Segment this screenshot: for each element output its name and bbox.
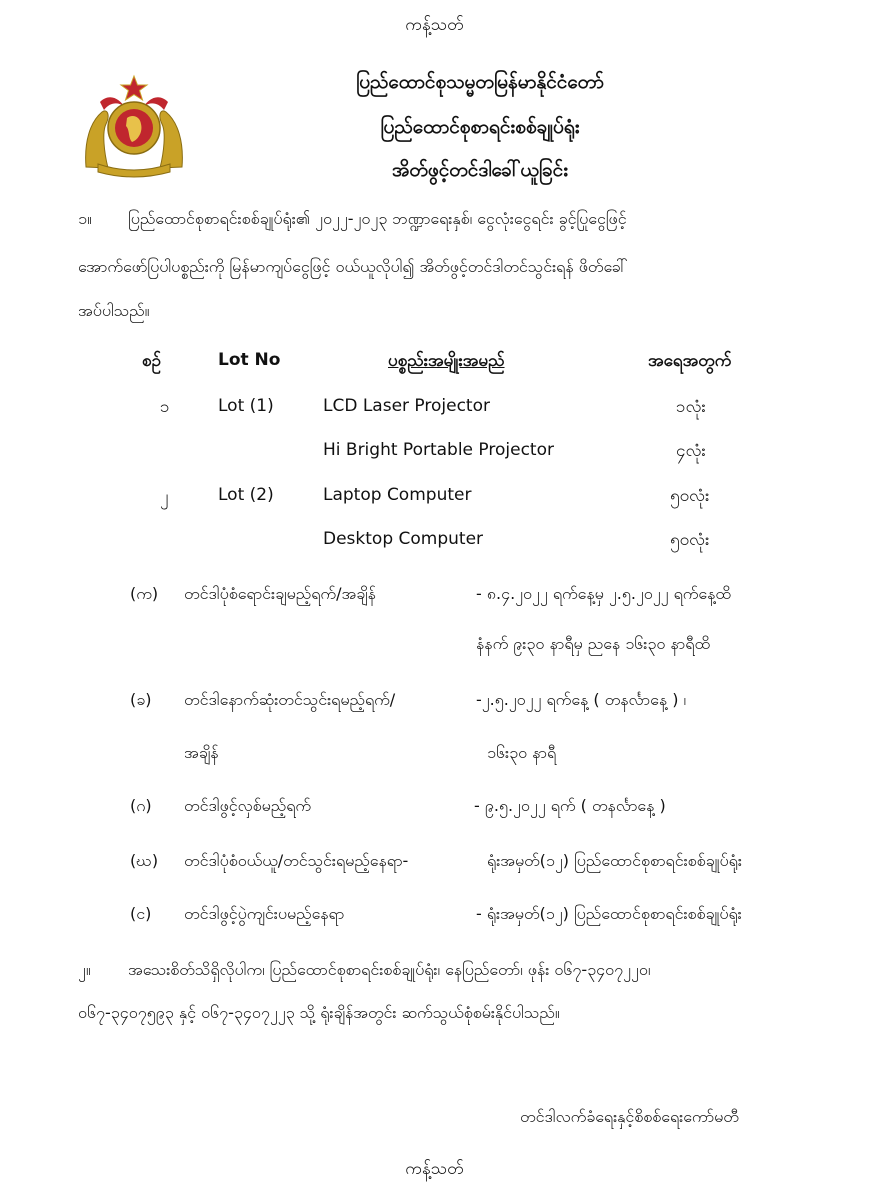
row-item: Desktop Computer — [323, 529, 484, 549]
table-header-no: စဉ် — [142, 351, 161, 371]
table-header-item: ပစ္စည်းအမျိုးအမည် — [388, 351, 505, 371]
contact-line-1: အသေးစိတ်သိရှိလိုပါက၊ ပြည်ထောင်စုစာရင်းစစ်ချုပ်ရုံး၊ နေပြည်တော်၊ ဖုန်း ၀၆၇-၃၄၀၇၂၂၀၊ — [128, 960, 651, 979]
schedule-desc: တင်ဒါပုံစံဝယ်ယူ/တင်သွင်းရမည့်နေရာ- — [184, 851, 409, 870]
row-no: ၂ — [160, 487, 169, 507]
header-classification: ကန့်သတ် — [405, 15, 464, 35]
schedule-value-2: နံနက် ၉း၃၀ နာရီမှ ညနေ ၁၆း၃၀ နာရီထိ — [476, 634, 710, 653]
schedule-label: (ဃ) — [130, 851, 159, 870]
row-qty: ၁လုံး — [676, 397, 706, 417]
schedule-value: ရုံးအမှတ်(၁၂) ပြည်ထောင်စုစာရင်းစစ်ချုပ်ရုံး — [487, 851, 742, 870]
intro-number: ၁။ — [78, 209, 92, 228]
title-country: ပြည်ထောင်စုသမ္မတမြန်မာနိုင်ငံတော် — [356, 71, 604, 93]
table-header-lot: Lot No — [218, 350, 281, 370]
row-qty: ၄လုံး — [676, 441, 706, 461]
title-office: ပြည်ထောင်စုစာရင်းစစ်ချုပ်ရုံး — [380, 116, 580, 138]
schedule-label: (ဂ) — [130, 796, 152, 815]
state-emblem-icon — [80, 72, 188, 180]
schedule-value-2: ၁၆း၃၀ နာရီ — [487, 743, 557, 762]
schedule-label: (င) — [130, 904, 152, 923]
footer-classification: ကန့်သတ် — [405, 1159, 464, 1179]
schedule-label: (က) — [130, 584, 159, 603]
intro-line-3: အပ်ပါသည်။ — [78, 301, 150, 320]
committee-signature: တင်ဒါလက်ခံရေးနှင့်စိစစ်ရေးကော်မတီ — [520, 1107, 739, 1126]
schedule-value: - ၉.၅.၂၀၂၂ ရက် ( တနင်္လာနေ့ ) — [474, 796, 666, 815]
table-header-qty: အရေအတွက် — [648, 351, 732, 371]
schedule-desc: တင်ဒါနောက်ဆုံးတင်သွင်းရမည့်ရက်/ — [184, 690, 396, 709]
row-item: Laptop Computer — [323, 485, 472, 505]
contact-number: ၂။ — [78, 960, 91, 979]
row-qty: ၅၀လုံး — [670, 530, 710, 550]
row-item: Hi Bright Portable Projector — [323, 440, 554, 460]
row-lot: Lot (1) — [218, 396, 274, 416]
contact-line-2: ၀၆၇-၃၄၀၇၅၉၃ နှင့် ၀၆၇-၃၄၀၇၂၂၃ သို့ ရုံးချိန်အတွင်း ဆက်သွယ်စုံစမ်းနိုင်ပါသည်။ — [78, 1003, 560, 1022]
row-no: ၁ — [160, 397, 170, 417]
row-item: LCD Laser Projector — [323, 396, 490, 416]
row-qty: ၅၀လုံး — [670, 486, 710, 506]
schedule-value: - ရုံးအမှတ်(၁၂) ပြည်ထောင်စုစာရင်းစစ်ချုပ်ရုံး — [476, 904, 742, 923]
intro-line-1: ပြည်ထောင်စုစာရင်းစစ်ချုပ်ရုံး၏ ၂၀၂၂-၂၀၂၃ ဘဏ္ဍာရေးနှစ်၊ ငွေလုံးငွေရင်း ခွင့်ပြုငွေဖြင့် — [128, 209, 627, 228]
schedule-desc: တင်ဒါဖွင့်လှစ်မည့်ရက် — [184, 796, 312, 815]
title-tender-notice: အိတ်ဖွင့်တင်ဒါခေါ်ယူခြင်း — [391, 159, 569, 181]
schedule-value: - ၈.၄.၂၀၂၂ ရက်နေ့မှ ၂.၅.၂၀၂၂ ရက်နေ့ထိ — [476, 584, 731, 603]
schedule-desc-2: အချိန် — [184, 743, 219, 762]
schedule-desc: တင်ဒါပုံစံရောင်းချမည့်ရက်/အချိန် — [184, 584, 376, 603]
schedule-desc: တင်ဒါဖွင့်ပွဲကျင်းပမည့်နေရာ — [184, 904, 345, 923]
schedule-value: -၂.၅.၂၀၂၂ ရက်နေ့ ( တနင်္လာနေ့ ) ၊ — [476, 690, 687, 709]
intro-line-2: အောက်ဖော်ပြပါပစ္စည်းကို မြန်မာကျပ်ငွေဖြင့် ဝယ်ယူလိုပါ၍ အိတ်ဖွင့်တင်ဒါတင်သွင်းရန် ဖိတ်ခေါ် — [78, 257, 628, 276]
row-lot: Lot (2) — [218, 485, 274, 505]
schedule-label: (ခ) — [130, 690, 152, 709]
